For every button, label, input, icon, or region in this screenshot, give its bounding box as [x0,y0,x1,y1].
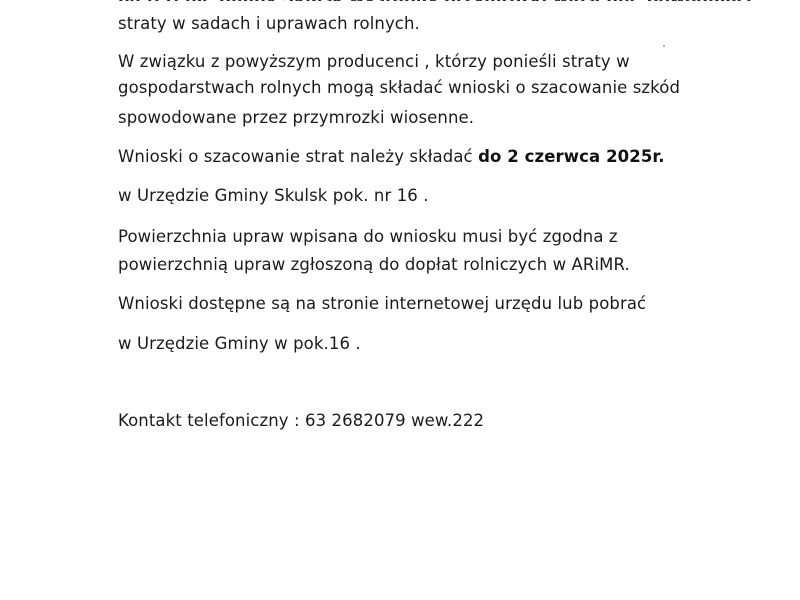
cutoff-top-line [118,0,758,1]
paragraph-line: straty w sadach i uprawach rolnych. [118,14,420,33]
office-location-line: w Urzędzie Gminy Skulsk pok. nr 16 . [118,186,429,205]
deadline-line [118,147,665,167]
paragraph-line: spowodowane przez przymrozki wiosenne. [118,108,475,127]
paragraph-line: gospodarstwach rolnych mogą składać wnioski o szacowanie szkód [118,78,681,97]
paragraph-line: Powierzchnia upraw wpisana do wniosku musi być zgodna z [118,227,618,246]
paragraph-line: w Urzędzie Gminy w pok.16 . [118,334,361,353]
cutoff-text [118,0,758,1]
contact-line: Kontakt telefoniczny : 63 2682079 wew.222 [118,411,485,430]
paragraph-line: W związku z powyższym producenci , którzy ponieśli straty w [118,52,630,71]
paragraph-line: Wnioski dostępne są na stronie internetowej urzędu lub pobrać [118,294,647,313]
deadline-prefix: Wnioski o szacowanie strat należy składać [118,147,479,166]
scan-speck [663,45,665,47]
paragraph-line: powierzchnią upraw zgłoszoną do dopłat rolniczych w ARiMR. [118,255,630,274]
deadline-date: do 2 czerwca 2025r. [478,147,665,166]
